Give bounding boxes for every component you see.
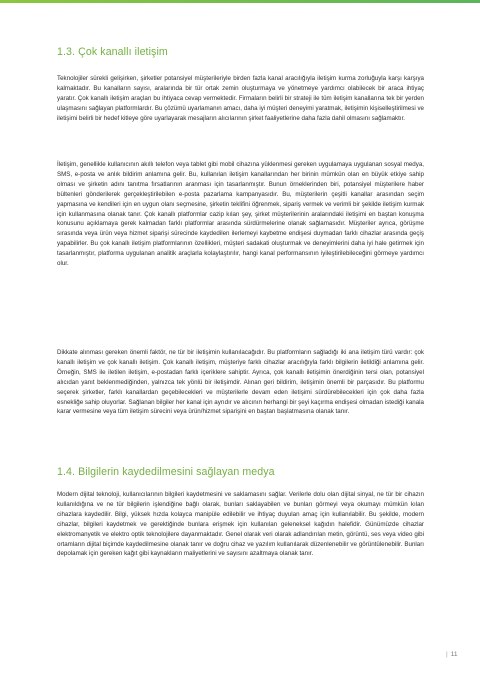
footer-separator: | [446,651,448,658]
paragraph: Teknolojiler sürekli gelişirken, şirketler potansiyel müşterileriyle birden fazla kanal aracılığıyla iletişim kurma zorluğuyla karşı karşıya kalmaktadır. Bu kanalların sayısı, aralarında bir tür ortak zemin oluşturmaya ve yönetmeye yardımcı olabilecek bir araca ihtiyaç yaratır. Çok kanallı iletişim araçları bu ihtiyaca cevap vermektedir. Firmaların belirli bir strateji ile tüm iletişim kanallarına tek bir yerden ulaşmasını sağlayan platformlardır. Bu çözümü uyarlamanın amacı, daha iyi müşteri deneyimi yaratmak, iletişimin kişiselleştirilmesi ve iletişimi belirli bir hedef kitleye göre uyarlayarak mesajların alıcılarının şirket faaliyetlerine daha fazla dahil olmasını sağlamaktır. [57,75,424,122]
paragraph: Dikkate alınması gereken önemli faktör, ne tür bir iletişimin kullanılacağıdır. Bu platformların sağladığı iki ana iletişim türü vardır: çok kanallı iletişim ve çok kanallı iletişim. Çok kanallı iletişim, müşteriye farklı cihazlar aracılığıyla farklı bilgilerin iletildiği anlamına gelir. Örneğin, SMS ile iletilen iletişim, e-postadan farklı içeriklere sahiptir. Ayrıca, çok kanallı iletişimin önerdiğinin tersi olan, potansiyel alıcıdan yanıt beklenmediğinden, yalnızca tek yönlü bir iletişimdir. Alınan geri bildirim, iletişimin önemli bir parçasıdır. Bu platformu seçerek şirketler, farklı kanallardan geçebilecekleri ve müşterilerle devam eden iletişimi sürdürebilecekleri için çok daha fazla esnekliğe sahip oluyorlar. Sağlanan bilgiler her kanal için ayrıdır ve alıcının herhangi bir şeyi kaçırma endişesi olmadan istediği kanala karar vermesine veya tüm iletişim sürecini veya ürün/hizmet siparişini en baştan başlatmasına olanak tanır. [57,349,424,416]
page-number: 11 [450,651,458,658]
section-heading-1-4: 1.4. Bilgilerin kaydedilmesini sağlayan medya [57,466,275,478]
section-heading-1-3: 1.3. Çok kanallı iletişim [57,46,168,58]
paragraph: Modern dijital teknoloji, kullanıcılarının bilgileri kaydetmesini ve saklamasını sağlar. Verilerle dolu olan dijital sinyal, ne tür bir cihazın kullanıldığına ve ne tür bilgilerin işlendiğine bağlı olarak, bunları saklayabilen ve bunları görmeyi veya okumayı mümkün kılan cihazlara kaydedilir. Bilgi, yüksek hızda kolayca manipüle edilebilir ve ihtiyaç duyulan amaç için kullanılabilir. Bu şekilde, modern cihazlar, bilgileri kaydetmek ve gerektiğinde bunlara erişmek için kullanılan geleneksel kağıdın halefidir. Günümüzde cihazlar elektromanyetik ve elektro optik teknolojilere dayanmaktadır. Genel olarak veri olarak adlandırılan metin, görüntü, ses veya video gibi ortamların dijital biçimde kaydedilmesine olanak tanır ve doğru cihaz ve yazılım kullanılarak düzenlenebilir ve görüntülenebilir. Bunları depolamak için gereken kağıt gibi kaynakların maliyetlerini ve sayısını azaltmaya olanak tanır. [57,491,424,558]
top-accent-bar [0,0,480,3]
paragraph: İletişim, genellikle kullanıcının akıllı telefon veya tablet gibi mobil cihazına yüklenmesi gereken uygulamaya uygulanan sosyal medya, SMS, e-posta ve anlık bildirim anlamına gelir. Bu, kullanılan iletişim kanallarından her birinin mümkün olan en büyük etkiye sahip olması ve şirketin adını tanıtma fırsatlarının aranması için tasarlanmıştır. Bunun örneklerinden biri, potansiyel müşterilere haber bültenleri gönderilerek gerçekleştirilebilen e-posta pazarlama kampanyasıdır. Bu, müşterilerin çeşitli kanallar arasından seçim yapmasına ve kendileri için en uygun olanı seçmesine, şirketin teklifini öğrenmek, sipariş vermek ve verimli bir şekilde iletişim kurmak için kullanmasına olanak tanır. Çok kanallı platformlar cazip kılan şey, şirket müşterilerinin aralarındaki iletişimi en baştan konuşma konusunu açıklamaya gerek kalmadan farklı platformlar arasında sürdürmelerine olanak sağlamasıdır. Müşteriler ayrıca, görüşme sırasında veya ürün veya hizmet siparişi sürecinde kaydedilen ilerlemeyi kaybetme endişesi duymadan farklı cihazlar arasında geçiş yapabilirler. Bu çok kanallı iletişim platformlarının özellikleri, müşteri sadakati oluşturmak ve deneyimlerini daha iyi hale getirmek için tasarlanmıştır, platforma uygulanan analitik araçlarla kolaylaştırılır, hangi kanal performansının iyileştirilebileceğini görmeye yardımcı olur. [57,161,424,268]
page-footer [446,651,458,658]
